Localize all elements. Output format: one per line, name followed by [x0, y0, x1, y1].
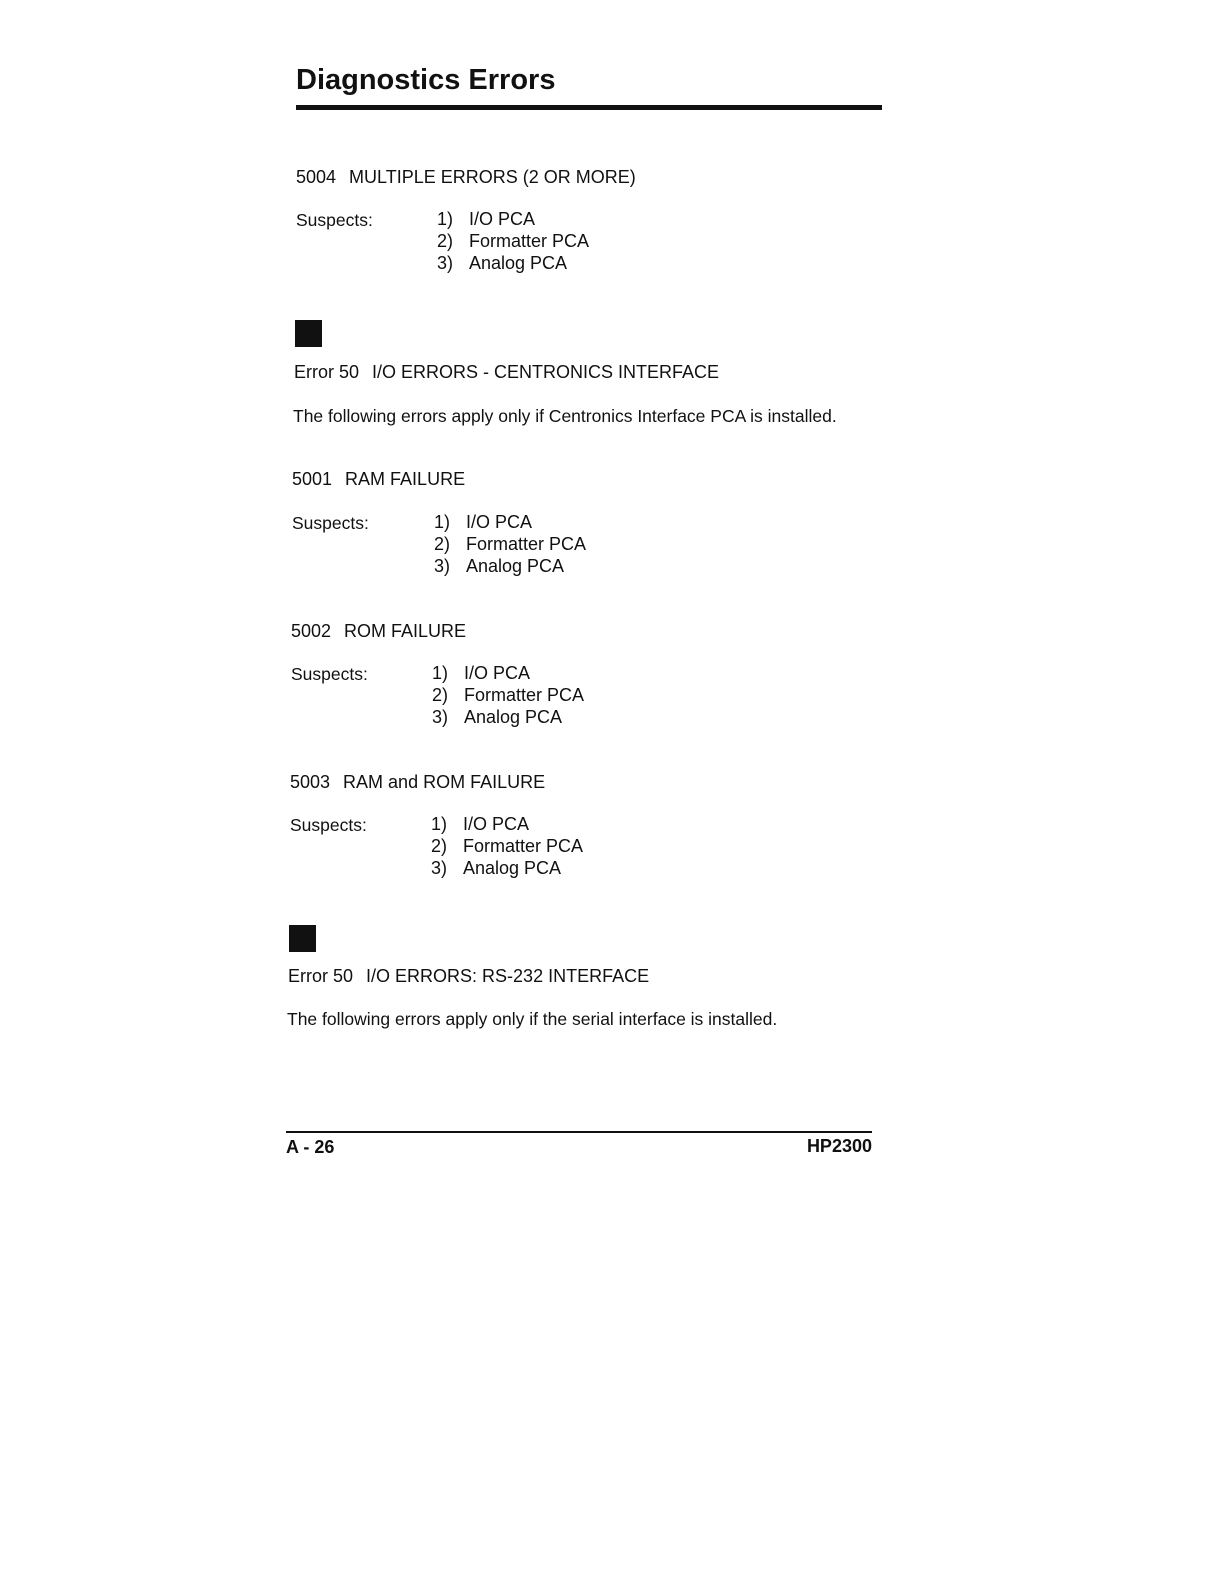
model-name: HP2300	[806, 1136, 872, 1156]
suspects-list	[434, 511, 586, 577]
suspects-list	[431, 813, 583, 879]
suspects-label: Suspects:	[291, 664, 368, 684]
error-code: 5003	[290, 772, 331, 792]
list-item: 2) Formatter PCA	[431, 836, 584, 856]
list-item: 3) Analog PCA	[434, 556, 565, 576]
section-marker	[295, 320, 322, 347]
error-code: Error 50	[294, 362, 360, 382]
error-title: MULTIPLE ERRORS (2 OR MORE)	[349, 167, 636, 187]
list-item: 1) I/O PCA	[431, 814, 530, 834]
list-item: 3) Analog PCA	[437, 253, 568, 273]
error-title: I/O ERRORS - CENTRONICS INTERFACE	[372, 362, 720, 382]
error-heading-5003	[290, 772, 545, 793]
suspects-list	[437, 208, 589, 274]
page-title: Diagnostics Errors	[296, 64, 556, 96]
list-item: 2) Formatter PCA	[437, 231, 590, 251]
group-heading-rs232	[288, 966, 649, 987]
group-heading-centronics	[294, 362, 719, 383]
error-code: 5004	[296, 167, 337, 187]
error-code: 5002	[291, 621, 332, 641]
group-note: The following errors apply only if Centronics Interface PCA is installed.	[293, 406, 837, 426]
suspects-label: Suspects:	[292, 513, 369, 533]
suspects-list	[432, 662, 584, 728]
list-item: 3) Analog PCA	[431, 858, 562, 878]
page-number: A - 26	[286, 1137, 335, 1157]
list-item: 1) I/O PCA	[432, 663, 531, 683]
suspects-label: Suspects:	[290, 815, 367, 835]
list-item: 2) Formatter PCA	[434, 534, 587, 554]
error-code: 5001	[292, 469, 333, 489]
error-title: ROM FAILURE	[344, 621, 467, 641]
section-marker	[289, 925, 316, 952]
list-item: 3) Analog PCA	[432, 707, 563, 727]
error-title: RAM and ROM FAILURE	[343, 772, 546, 792]
error-code: Error 50	[288, 966, 354, 986]
list-item: 1) I/O PCA	[434, 512, 533, 532]
error-title: I/O ERRORS: RS-232 INTERFACE	[366, 966, 650, 986]
error-title: RAM FAILURE	[345, 469, 466, 489]
list-item: 2) Formatter PCA	[432, 685, 585, 705]
footer-rule	[286, 1131, 872, 1133]
group-note: The following errors apply only if the serial interface is installed.	[287, 1009, 778, 1029]
error-heading-5002	[291, 621, 466, 642]
list-item: 1) I/O PCA	[437, 209, 536, 229]
error-heading-5004	[296, 167, 636, 188]
suspects-label: Suspects:	[296, 210, 373, 230]
error-heading-5001	[292, 469, 465, 490]
title-rule	[296, 105, 882, 110]
